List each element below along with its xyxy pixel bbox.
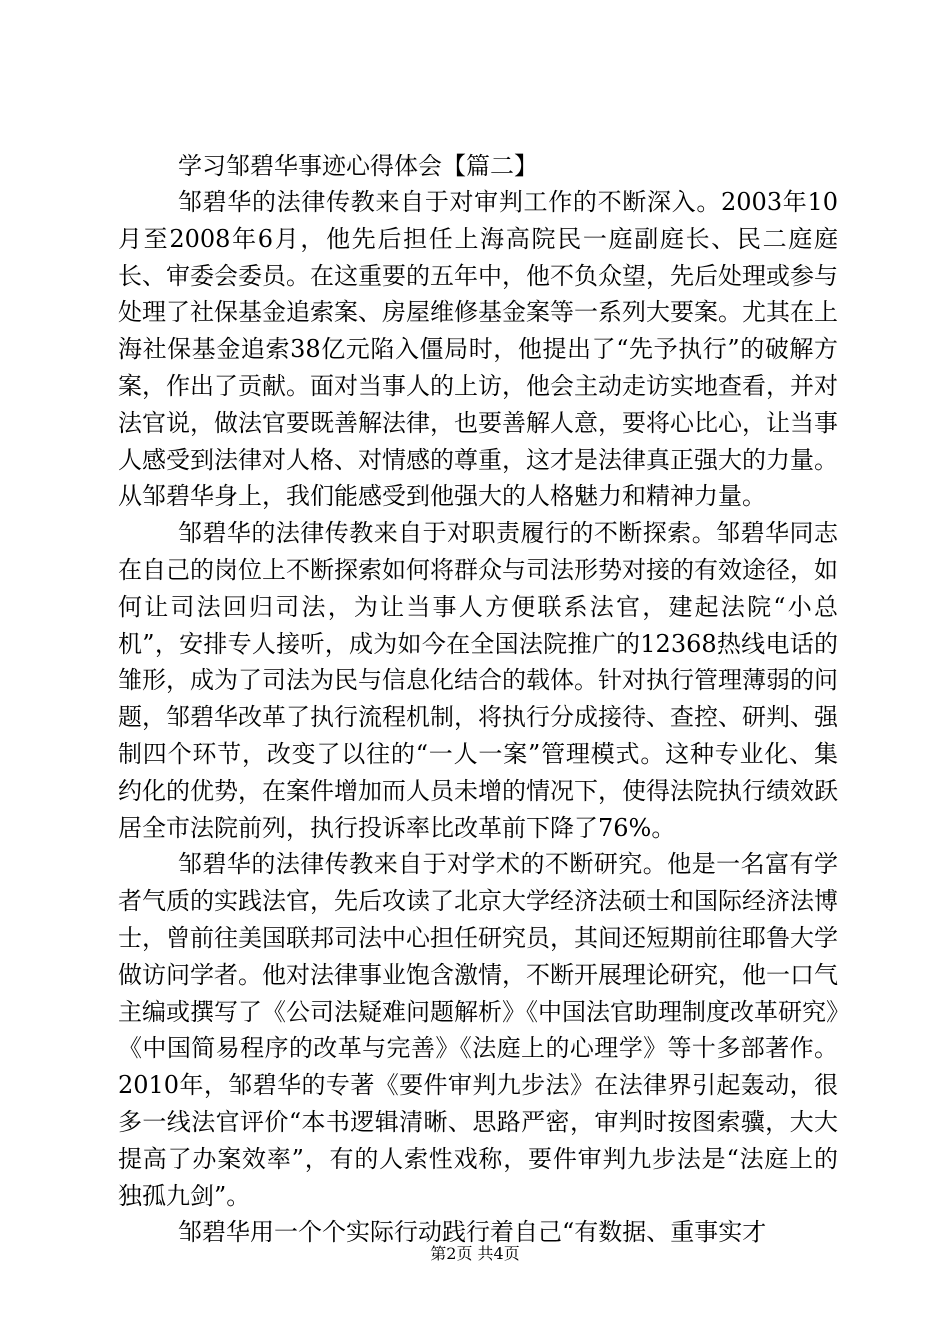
document-body <box>118 148 838 1251</box>
paragraph-3: 邹碧华的法律传教来自于对学术的不断研究。他是一名富有学者气质的实践法官，先后攻读了北京大学经济法硕士和国际经济法博士，曾前往美国联邦司法中心担任研究员，其间还短期前往耶鲁大学做访问学者。他对法律事业饱含激情，不断开展理论研究，他一口气主编或撰写了《公司法疑难问题解析》《中国法官助理制度改革研究》《中国简易程序的改革与完善》《法庭上的心理学》等十多部著作。2010年，邹碧华的专著《要件审判九步法》在法律界引起轰动，很多一线法官评价“本书逻辑清晰、思路严密，审判时按图索骥，大大提高了办案效率”，有的人索性戏称，要件审判九步法是“法庭上的独孤九剑”。 <box>118 850 838 1210</box>
paragraph-1: 邹碧华的法律传教来自于对审判工作的不断深入。2003年10月至2008年6月，他先后担任上海高院民一庭副庭长、民二庭庭长、审委会委员。在这重要的五年中，他不负众望，先后处理或参与处理了社保基金追索案、房屋维修基金案等一系列大要案。尤其在上海社保基金追索38亿元陷入僵局时，他提出了“先予执行”的破解方案，作出了贡献。面对当事人的上访，他会主动走访实地查看，并对法官说，做法官要既善解法律，也要善解人意，要将心比心，让当事人感受到法律对人格、对情感的尊重，这才是法律真正强大的力量。从邹碧华身上，我们能感受到他强大的人格魅力和精神力量。 <box>118 188 838 511</box>
page-number-footer: 第2页 共4页 <box>430 1244 520 1263</box>
paragraph-2: 邹碧华的法律传教来自于对职责履行的不断探索。邹碧华同志在自己的岗位上不断探索如何将群众与司法形势对接的有效途径，如何让司法回归司法，为让当事人方便联系法官，建起法院“小总机”，安排专人接听，成为如今在全国法院推广的12368热线电话的雏形，成为了司法为民与信息化结合的载体。针对执行管理薄弱的问题，邹碧华改革了执行流程机制，将执行分成接待、查控、研判、强制四个环节，改变了以往的“一人一案”管理模式。这种专业化、集约化的优势，在案件增加而人员未增的情况下，使得法院执行绩效跃居全市法院前列，执行投诉率比改革前下降了76%。 <box>118 519 838 842</box>
document-title: 学习邹碧华事迹心得体会【篇二】 <box>178 152 538 180</box>
paragraph-4: 邹碧华用一个个实际行动践行着自己“有数据、重事实才 <box>178 1218 767 1247</box>
